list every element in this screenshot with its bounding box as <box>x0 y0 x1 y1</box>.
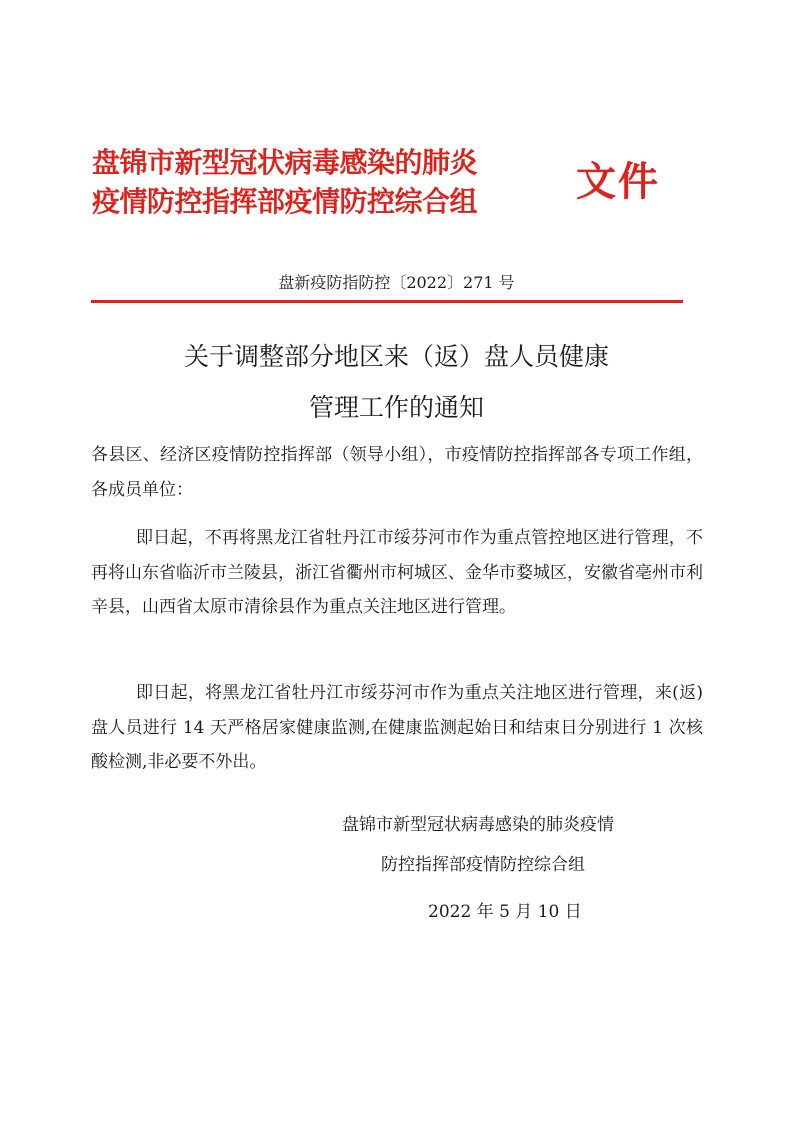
signature-date: 2022 年 5 月 10 日 <box>428 902 582 922</box>
document-header <box>92 141 692 231</box>
header-divider <box>91 300 683 303</box>
document-number: 盘新疫防指防控〔2022〕271 号 <box>278 273 515 292</box>
issuing-org-line-1: 盘锦市新型冠状病毒感染的肺炎 <box>92 146 478 179</box>
document-title-line-1: 关于调整部分地区来（返）盘人员健康 <box>183 342 609 371</box>
document-type-label: 文件 <box>576 159 660 205</box>
body-paragraph-2: 即日起，将黑龙江省牡丹江市绥芬河市作为重点关注地区进行管理，来(返)盘人员进行 14 天严格居家健康监测,在健康监测起始日和结束日分别进行 1 次核酸检测,非必要不外出。 <box>91 683 703 772</box>
signature-org-line-1: 盘锦市新型冠状病毒感染的肺炎疫情 <box>342 815 614 835</box>
body-paragraph-1: 即日起，不再将黑龙江省牡丹江市绥芬河市作为重点管控地区进行管理，不再将山东省临沂市兰陵县，浙江省衢州市柯城区、金华市婺城区，安徽省亳州市利辛县，山西省太原市清徐县作为重点关注地区进行管理。 <box>91 528 703 617</box>
document-title-line-2: 管理工作的通知 <box>308 393 484 422</box>
signature-org-line-2: 防控指挥部疫情防控综合组 <box>381 855 585 875</box>
salutation: 各县区、经济区疫情防控指挥部（领导小组），市疫情防控指挥部各专项工作组，各成员单位： <box>91 445 703 500</box>
issuing-org-line-2: 疫情防控指挥部疫情防控综合组 <box>92 185 478 218</box>
